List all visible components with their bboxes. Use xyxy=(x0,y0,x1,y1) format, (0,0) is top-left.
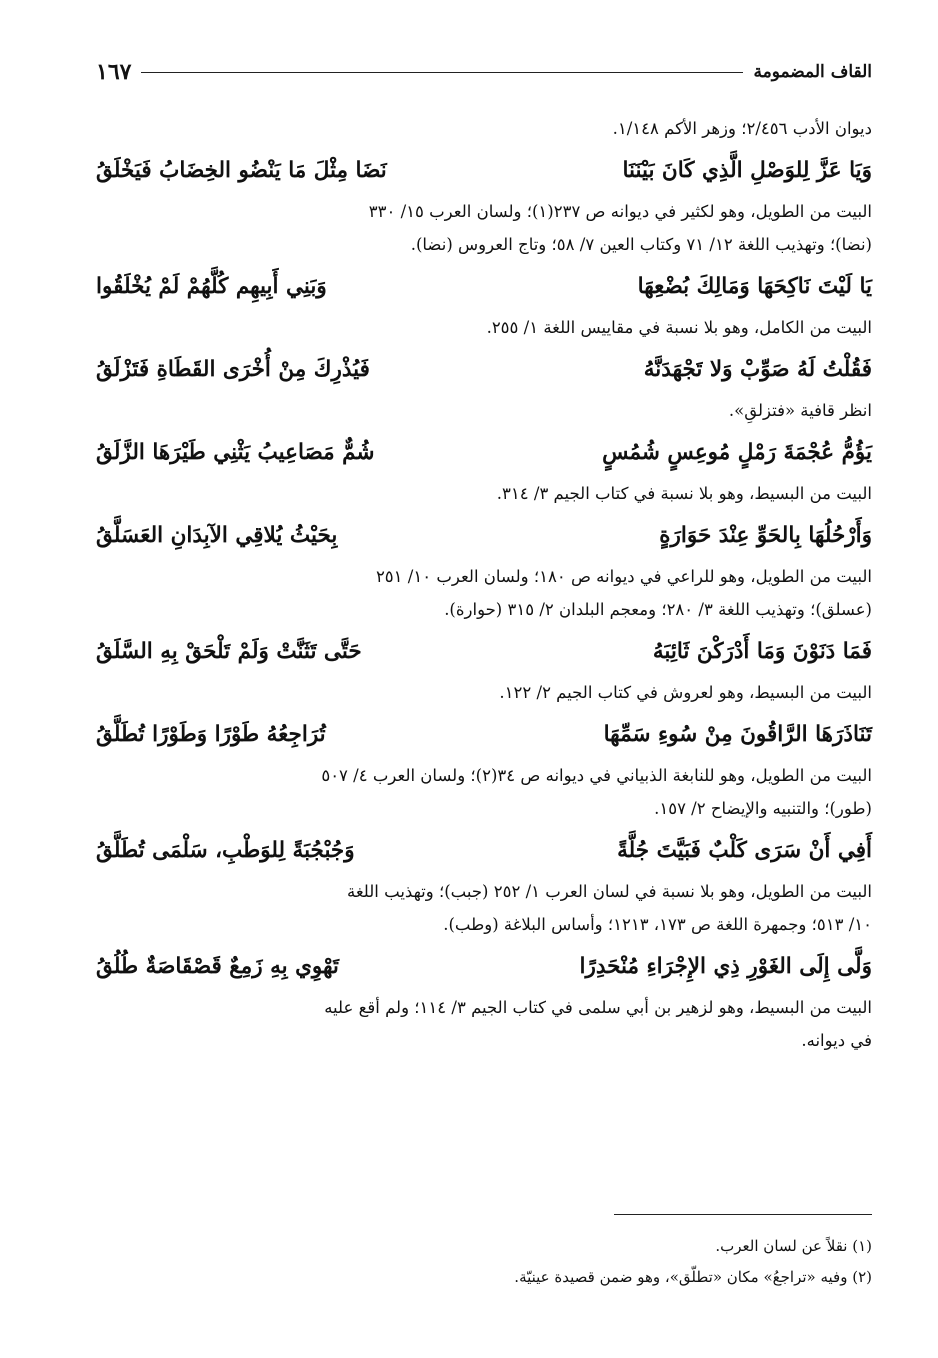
verse-first-hemistich: تَنَاذَرَهَا الرَّاقُونَ مِنْ سُوءِ سَمِّهَا xyxy=(603,721,872,747)
verse-line xyxy=(96,510,872,560)
verse-line xyxy=(96,427,872,477)
footnote-2: (٢) وفيه «تراجعُ» مكان «تطلّق»، وهو ضمن قصيدة عينيّة. xyxy=(514,1268,872,1286)
footnote-1: (١) نقلاً عن لسان العرب. xyxy=(715,1237,872,1255)
verse-second-hemistich: فَيُذْرِكَ مِنْ أُخْرَى القَطَاةِ فَتَزْلَقُ xyxy=(96,356,370,382)
section-title: القاف المضمومة xyxy=(753,62,872,82)
note-line: البيت من الطويل، وهو بلا نسبة في لسان العرب ١/ ٢٥٢ (جبب)؛ وتهذيب اللغة xyxy=(347,882,872,901)
verse-entry-5 xyxy=(96,510,872,626)
intro-line: ديوان الأدب ٢/٤٥٦؛ وزهر الأكم ١/١٤٨. xyxy=(612,119,872,138)
verse-first-hemistich: فَمَا دَنَوْنَ وَمَا أَدْرَكْنَ ثَائِبَهُ xyxy=(652,638,872,664)
verse-second-hemistich: نَضَا مِثْلَ مَا يَنْضُو الخِضَابُ فَيَخْلَقُ xyxy=(96,157,387,183)
verse-second-hemistich: شُمٌّ مَصَاعِيبُ يَثْنِي طَيْرَهَا الزَّلَقُ xyxy=(96,439,375,465)
verse-note xyxy=(96,991,872,1057)
note-line: انظر قافية «فتزلقِ». xyxy=(728,401,872,420)
verse-entry-7 xyxy=(96,709,872,825)
header-rule xyxy=(141,72,743,73)
footnote-separator xyxy=(614,1214,872,1215)
verse-note xyxy=(96,195,872,261)
verse-second-hemistich: بِحَيْثُ يُلاقِي الآبِدَانِ العَسَلَّقُ xyxy=(96,522,338,548)
verse-second-hemistich: تَهْوِي بِهِ زَمِعٌ قَصْقَاصَةٌ طُلُقُ xyxy=(96,953,339,979)
verse-first-hemistich: يَا لَيْتَ نَاكِحَهَا وَمَالِكَ بُضْعِهَا xyxy=(637,273,872,299)
note-line: البيت من الطويل، وهو للنابغة الذبياني في ديوانه ص ٣٤(٢)؛ ولسان العرب ٤/ ٥٠٧ xyxy=(321,766,872,785)
verse-entry-3 xyxy=(96,344,872,427)
verse-entry-9 xyxy=(96,941,872,1057)
verse-second-hemistich: تُرَاجِعُهُ طَوْرًا وَطَوْرًا تُطَلَّقُ xyxy=(96,721,326,747)
verse-line xyxy=(96,145,872,195)
verse-first-hemistich: أَفِي أَنْ سَرَى كَلْبٌ فَبَيَّتَ جُلَّةً xyxy=(617,837,872,863)
verse-entry-4 xyxy=(96,427,872,510)
verse-note xyxy=(96,394,872,427)
note-line: في ديوانه. xyxy=(801,1031,872,1050)
verse-first-hemistich: وَأَرْحُلُهَا بِالحَوِّ عِنْدَ حَوَارَةٍ xyxy=(659,522,872,548)
note-line: البيت من البسيط، وهو لزهير بن أبي سلمى في كتاب الجيم ٣/ ١١٤؛ ولم أقع عليه xyxy=(324,998,872,1017)
verse-line xyxy=(96,709,872,759)
verse-entry-2 xyxy=(96,261,872,344)
verse-line xyxy=(96,825,872,875)
verse-first-hemistich: فَقُلْتُ لَهُ صَوِّبْ وَلا تَجْهَدَنَّهُ xyxy=(643,356,872,382)
note-line: (طور)؛ والتنبيه والإيضاح ٢/ ١٥٧. xyxy=(654,799,872,818)
verse-note xyxy=(96,676,872,709)
verse-note xyxy=(96,560,872,626)
note-line: البيت من البسيط، وهو بلا نسبة في كتاب الجيم ٣/ ٣١٤. xyxy=(496,484,872,503)
footnotes xyxy=(514,1231,872,1293)
verse-first-hemistich: يَؤُمُّ عُجْمَةَ رَمْلٍ مُوعِسٍ شُمُسٍ xyxy=(602,439,872,465)
page-number: ١٦٧ xyxy=(96,59,132,85)
verse-second-hemistich: وَبَنِي أَبِيهِم كُلَّهُمْ لَمْ يُخْلَقُوا xyxy=(96,273,327,299)
verse-entry-8 xyxy=(96,825,872,941)
note-line: البيت من البسيط، وهو لعروش في كتاب الجيم ٢/ ١٢٢. xyxy=(499,683,872,702)
verse-line xyxy=(96,344,872,394)
verse-first-hemistich: وَيَا عَزَّ لِلوَصْلِ الَّذِي كَانَ بَيْنَنَا xyxy=(622,157,872,183)
verse-first-hemistich: وَلَّى إِلَى الغَوْرِ ذِي الإِجْرَاءِ مُنْحَدِرًا xyxy=(579,953,872,979)
verse-note xyxy=(96,759,872,825)
verse-entry-6 xyxy=(96,626,872,709)
note-line: (عسلق)؛ وتهذيب اللغة ٣/ ٢٨٠؛ ومعجم البلدان ٢/ ٣١٥ (حوارة). xyxy=(444,600,872,619)
note-line: (نضا)؛ وتهذيب اللغة ١٢/ ٧١ وكتاب العين ٧/ ٥٨؛ وتاج العروس (نضا). xyxy=(410,235,872,254)
verse-line xyxy=(96,941,872,991)
note-line: البيت من الطويل، وهو للراعي في ديوانه ص ١٨٠؛ ولسان العرب ١٠/ ٢٥١ xyxy=(375,567,872,586)
verse-note xyxy=(96,477,872,510)
verse-line xyxy=(96,261,872,311)
verse-note xyxy=(96,311,872,344)
verse-note xyxy=(96,875,872,941)
verse-entry-1 xyxy=(96,145,872,261)
verse-line xyxy=(96,626,872,676)
page-header xyxy=(96,58,872,86)
note-line: البيت من الطويل، وهو لكثير في ديوانه ص ٢٣٧(١)؛ ولسان العرب ١٥/ ٣٣٠ xyxy=(368,202,872,221)
verse-second-hemistich: حَتَّى تَثَنَّتْ وَلَمْ تَلْحَقْ بِهِ السَّلَقُ xyxy=(96,638,362,664)
note-line: البيت من الكامل، وهو بلا نسبة في مقاييس اللغة ١/ ٢٥٥. xyxy=(486,318,872,337)
page-body xyxy=(96,112,872,1057)
note-line: ١٠/ ٥١٣؛ وجمهرة اللغة ص ١٧٣، ١٢١٣؛ وأساس البلاغة (وطب). xyxy=(443,915,872,934)
verse-second-hemistich: وَجُبْجُبَةً لِلوَطْبِ، سَلْمَى تُطَلَّقُ xyxy=(96,837,355,863)
